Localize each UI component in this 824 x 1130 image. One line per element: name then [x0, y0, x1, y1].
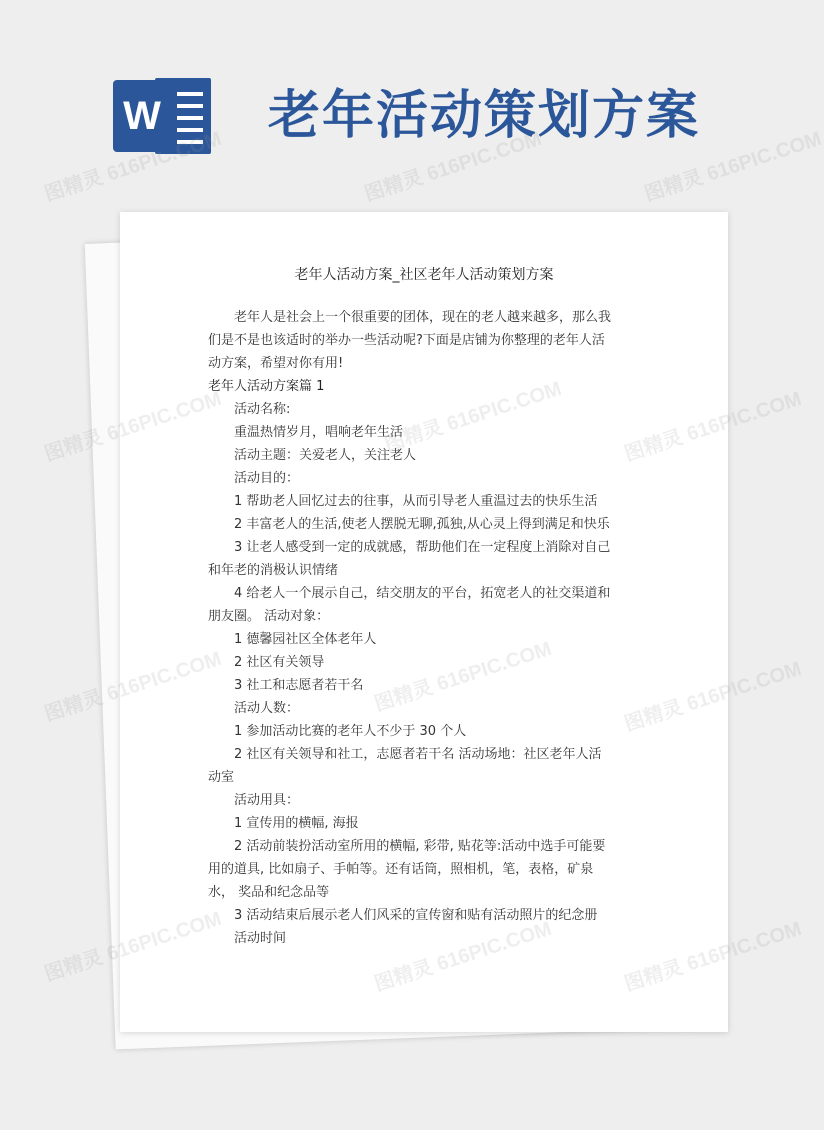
body-line: 重温热情岁月，唱响老年生活	[234, 425, 404, 440]
page-title: 老年活动策划方案	[268, 85, 701, 146]
word-icon-letter: W	[113, 80, 171, 152]
body-paragraph: 2 社区有关领导和社工，志愿者若干名 活动场地：社区老年人活动室	[208, 747, 602, 785]
body-line: 3 活动结束后展示老人们风采的宣传窗和贴有活动照片的纪念册	[234, 908, 598, 923]
body-line: 活动目的：	[234, 471, 300, 486]
body-line: 活动用具：	[234, 793, 300, 808]
intro-paragraph: 老年人是社会上一个很重要的团体，现在的老人越来越多，那么我们是不是也该适时的举办一些活动呢?下面是店铺为你整理的老年人活动方案，希望对你有用!	[208, 310, 612, 371]
watermark: 图精灵	[41, 946, 106, 986]
body-line: 1 德馨园社区全体老年人	[234, 632, 377, 647]
watermark: 图精灵 616PIC.COM	[361, 127, 545, 206]
body-paragraph: 3 让老人感受到一定的成就感，帮助他们在一定程度上消除对自己和年老的消极认识情绪	[208, 540, 611, 578]
body-line: 2 社区有关领导	[234, 655, 325, 670]
body-line: 3 社工和志愿者若干名	[234, 678, 364, 693]
body-line: 1 宣传用的横幅, 海报	[234, 816, 359, 831]
document-title: 老年人活动方案_社区老年人活动策划方案	[294, 267, 554, 283]
watermark: 图精灵 616PIC.COM	[41, 127, 225, 206]
body-line: 活动人数：	[234, 701, 300, 716]
body-paragraph: 4 给老人一个展示自己，结交朋友的平台，拓宽老人的社交渠道和朋友圈。 活动对象：	[208, 586, 611, 624]
watermark: 图精灵	[41, 686, 106, 726]
word-document-icon	[113, 78, 211, 154]
watermark: 616PIC.COM	[684, 917, 805, 976]
body-paragraph: 2 活动前装扮活动室所用的横幅, 彩带, 贴花等:活动中选手可能要用的道具, 比如扇子、手帕等。还有话筒，照相机，笔，表格，矿泉水， 奖品和纪念品等	[208, 839, 606, 900]
body-line: 活动时间	[234, 931, 287, 946]
body-line: 2 丰富老人的生活,使老人摆脱无聊,孤独,从心灵上得到满足和快乐	[234, 517, 610, 532]
body-line: 活动名称:	[234, 402, 291, 417]
section-heading: 老年人活动方案篇 1	[208, 379, 325, 394]
body-line: 1 参加活动比赛的老年人不少于 30 个人	[234, 724, 467, 739]
body-line: 活动主题：关爱老人，关注老人	[234, 448, 417, 463]
watermark: 图精灵 616PIC.COM	[641, 127, 824, 206]
document-body	[208, 306, 612, 950]
page-header	[0, 0, 800, 200]
body-line: 1 帮助老人回忆过去的往事，从而引导老人重温过去的快乐生活	[234, 494, 598, 509]
watermark: 图精灵	[41, 426, 106, 466]
document-page	[120, 212, 728, 1032]
watermark: 616PIC.COM	[684, 387, 805, 446]
watermark: 616PIC.COM	[684, 657, 805, 716]
